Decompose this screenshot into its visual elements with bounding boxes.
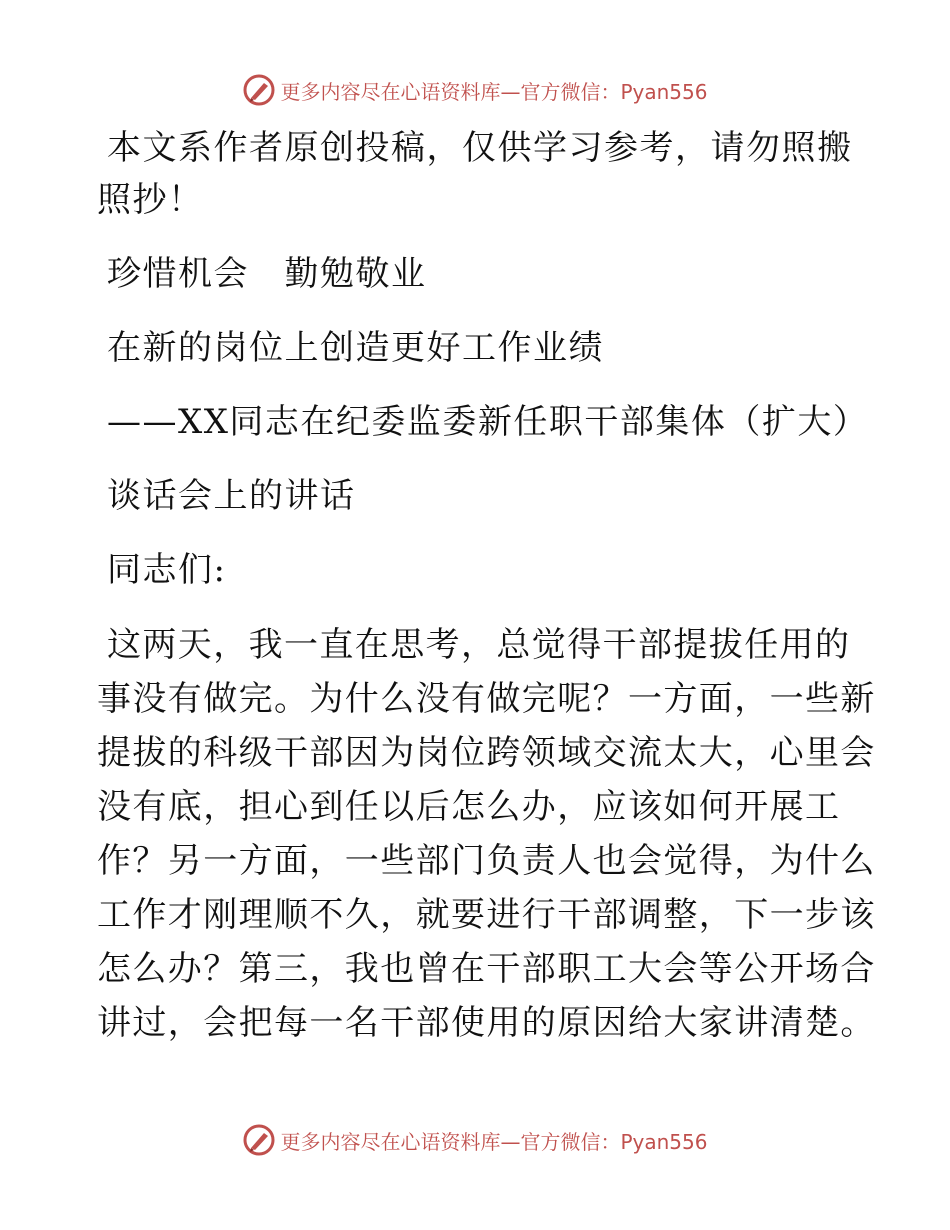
paragraph-line: 怎么办？第三，我也曾在干部职工大会等公开场合 bbox=[97, 949, 876, 989]
paragraph-line: 提拔的科级干部因为岗位跨领域交流太大，心里会 bbox=[97, 733, 876, 773]
paragraph-line: 事没有做完。为什么没有做完呢？一方面，一些新 bbox=[97, 679, 876, 719]
notice-line-2: 照抄！ bbox=[97, 180, 204, 220]
pen-logo-icon bbox=[242, 73, 276, 107]
document-body bbox=[97, 122, 876, 1050]
header-watermark-text: 更多内容尽在心语资料库—官方微信：Pyan556 bbox=[280, 79, 708, 104]
title-sub: 在新的岗位上创造更好工作业绩 bbox=[107, 328, 604, 368]
paragraph-line: 没有底，担心到任以后怎么办，应该如何开展工 bbox=[97, 787, 841, 827]
paragraph-line: 作？另一方面，一些部门负责人也会觉得，为什么 bbox=[97, 841, 876, 881]
footer-watermark-text: 更多内容尽在心语资料库—官方微信：Pyan556 bbox=[280, 1129, 708, 1154]
speaker-line-1: ——XX同志在纪委监委新任职干部集体（扩大） bbox=[107, 402, 869, 442]
paragraph-line: 工作才刚理顺不久，就要进行干部调整，下一步该 bbox=[97, 895, 876, 935]
paragraph-line: 讲过，会把每一名干部使用的原因给大家讲清楚。 bbox=[97, 1003, 876, 1043]
speaker-line-2: 谈话会上的讲话 bbox=[107, 476, 356, 516]
pen-logo-icon bbox=[242, 1123, 276, 1157]
footer-watermark bbox=[0, 1120, 950, 1160]
salutation: 同志们: bbox=[107, 550, 227, 590]
paragraph-line: 这两天，我一直在思考，总觉得干部提拔任用的 bbox=[107, 625, 851, 665]
header-watermark bbox=[0, 70, 950, 110]
title-main: 珍惜机会 勤勉敬业 bbox=[107, 254, 427, 294]
notice-line-1: 本文系作者原创投稿，仅供学习参考，请勿照搬 bbox=[107, 128, 853, 168]
